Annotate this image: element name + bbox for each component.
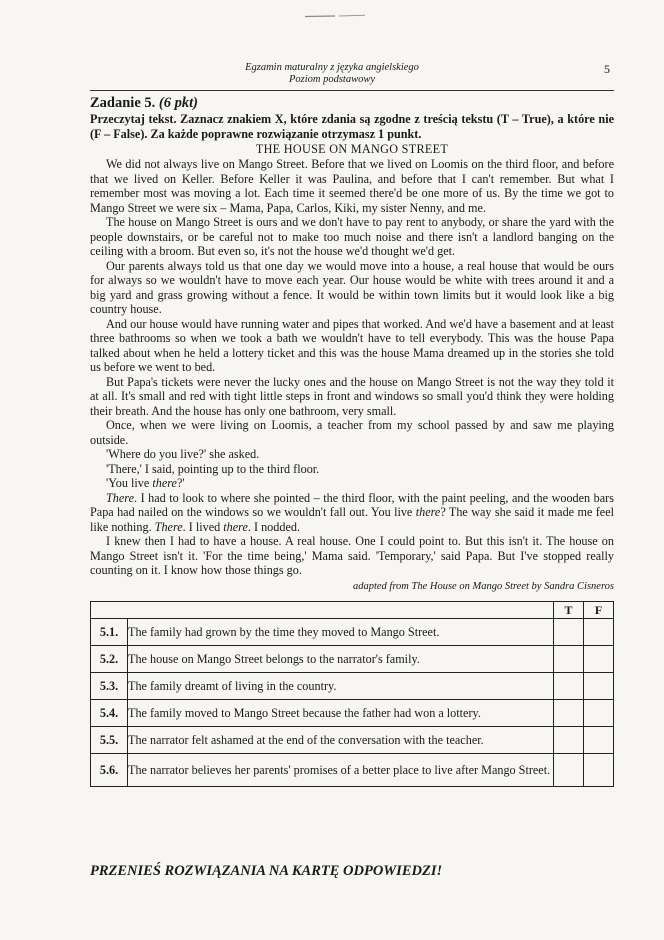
statement-text: The family dreamt of living in the country. <box>128 672 554 699</box>
answer-table-header <box>91 601 614 618</box>
header-blank-cell <box>91 601 554 618</box>
statement-number: 5.4. <box>91 699 128 726</box>
header-divider <box>90 90 614 91</box>
table-row <box>91 672 614 699</box>
text-run: . I nodded. <box>247 519 300 534</box>
table-row <box>91 726 614 753</box>
emphasis: There <box>154 519 183 534</box>
transfer-answers-note: PRZENIEŚ ROZWIĄZANIA NA KARTĘ ODPOWIEDZI! <box>90 863 443 879</box>
false-answer-box[interactable] <box>584 672 614 699</box>
statement-number: 5.3. <box>91 672 128 699</box>
story-paragraph: And our house would have running water and pipes that worked. And we'd have a basement and at least three bathrooms so when we took a bath we wouldn't have to tell everybody. This was the house Papa talked about when he held a lottery ticket and this was the house Mama dreamed up in the stories she told us before we went to bed. <box>90 316 614 374</box>
page-number: 5 <box>604 62 610 76</box>
true-answer-box[interactable] <box>554 672 584 699</box>
false-answer-box[interactable] <box>584 645 614 672</box>
false-answer-box[interactable] <box>584 753 614 786</box>
story-paragraph: We did not always live on Mango Street. Before that we lived on Loomis on the third floor, and before that we lived on Keller. Before Keller it was Paulina, and before that I can't remember. But what I remember most was moving a lot. Each time it seemed there'd be one more of us. By the time we got to Mango Street we were six – Mama, Papa, Carlos, Kiki, my sister Nenny, and me. <box>90 157 614 215</box>
statement-text: The house on Mango Street belongs to the narrator's family. <box>128 645 554 672</box>
emphasis: there <box>223 519 248 534</box>
story-dialogue: 'There,' I said, pointing up to the third floor. <box>106 461 320 476</box>
false-answer-box[interactable] <box>584 726 614 753</box>
table-row <box>91 699 614 726</box>
story-paragraph: The house on Mango Street is ours and we don't have to pay rent to anybody, or share the yard with the people downstairs, or be careful not to make too much noise and there isn't a landlord banging on the ceiling with a broom. But even so, it's not the house we'd thought we'd get. <box>90 215 614 258</box>
text-run: ? The way she said it made me feel like nothing. <box>90 505 614 534</box>
story-paragraph: Once, when we were living on Loomis, a teacher from my school passed by and saw me playing outside. <box>90 418 614 447</box>
answer-table <box>90 601 614 787</box>
statement-number: 5.2. <box>91 645 128 672</box>
column-true: T <box>554 601 584 618</box>
task-points: (6 pkt) <box>158 95 198 111</box>
story-paragraph: But Papa's tickets were never the lucky ones and the house on Mango Street is not the way they told it at all. It's small and red with tight little steps in front and windows so small you'd think they were holding their breath. And the house has only one bathroom, very small. <box>90 374 614 418</box>
story-dialogue <box>90 476 614 491</box>
story-paragraph: Our parents always told us that one day we would move into a house, a real house that would be ours for always so we wouldn't have to move each year. Our house would be white with trees around it and a big yard and grass growing without a fence. It would be within town limits but it would look like a big country house. <box>90 258 614 316</box>
table-row <box>91 618 614 645</box>
statement-number: 5.1. <box>91 618 128 645</box>
statement-text: The narrator felt ashamed at the end of the conversation with the teacher. <box>128 726 554 753</box>
emphasis: there <box>415 505 441 519</box>
task-heading <box>90 94 614 112</box>
task-instruction: Przeczytaj tekst. Zaznacz znakiem X, które zdania są zgodne z treścią tekstu (T – True), a które nie (F – False). Za każde poprawne rozwiązanie otrzymasz 1 punkt. <box>90 112 614 141</box>
task-title: Zadanie 5. <box>90 95 156 111</box>
true-answer-box[interactable] <box>554 699 584 726</box>
running-header <box>0 62 664 86</box>
column-false: F <box>584 601 614 618</box>
statement-text: The family moved to Mango Street because the father had won a lottery. <box>128 699 554 726</box>
table-row <box>91 753 614 786</box>
story-dialogue: 'Where do you live?' she asked. <box>106 447 260 461</box>
task-content <box>90 94 614 787</box>
emphasis: there <box>152 476 177 490</box>
exam-level: Poziom podstawowy <box>288 74 376 85</box>
text-run: 'You live <box>106 476 153 490</box>
exam-name: Egzamin maturalny z języka angielskiego <box>245 62 419 73</box>
source-attribution: adapted from The House on Mango Street by Sandra Cisneros <box>352 580 614 592</box>
text-run: . I had to look to where she pointed – the third floor, with the paint peeling, and the wooden bars Papa had nailed on the windows so we wouldn't fall out. You live <box>90 490 614 519</box>
story-paragraph: I knew then I had to have a house. A real house. One I could point to. But this isn't it. The house on Mango Street isn't it. 'For the time being,' Mama said. 'Temporary,' said Papa. But I've stopped really counting on it. I know how those things go. <box>90 534 614 577</box>
true-answer-box[interactable] <box>554 618 584 645</box>
true-answer-box[interactable] <box>554 726 584 753</box>
emphasis: There <box>106 490 134 505</box>
false-answer-box[interactable] <box>584 618 614 645</box>
false-answer-box[interactable] <box>584 699 614 726</box>
statement-number: 5.5. <box>91 726 128 753</box>
table-row <box>91 645 614 672</box>
text-run: ?' <box>176 476 185 490</box>
text-run: . I lived <box>182 519 224 534</box>
statement-text: The narrator believes her parents' promises of a better place to live after Mango Street. <box>128 753 554 786</box>
true-answer-box[interactable] <box>554 645 584 672</box>
scan-artifact-mark <box>305 14 365 18</box>
statement-number: 5.6. <box>91 753 128 786</box>
true-answer-box[interactable] <box>554 753 584 786</box>
story-paragraph <box>90 491 614 535</box>
story-title: THE HOUSE ON MANGO STREET <box>255 142 449 156</box>
statement-text: The family had grown by the time they moved to Mango Street. <box>128 618 554 645</box>
